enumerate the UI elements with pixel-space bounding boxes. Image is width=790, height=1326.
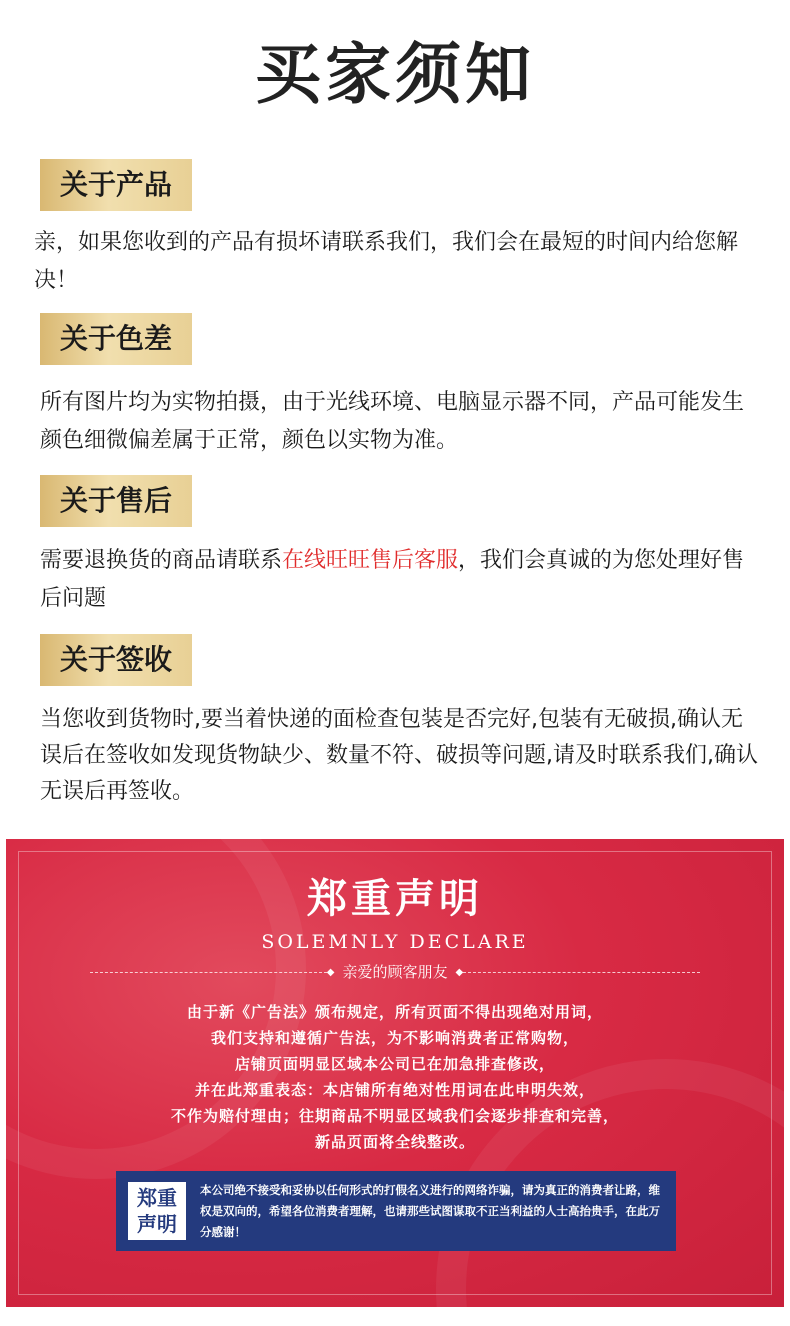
declaration-title: 郑重声明 [307, 876, 483, 922]
page-title: 买家须知 [255, 36, 535, 113]
section-heading-aftersale: 关于售后 [40, 475, 192, 527]
declaration-line: 我们支持和遵循广告法，为不影响消费者正常购物， [210, 1029, 579, 1047]
dashed-line [463, 972, 700, 973]
notice-badge: 郑重声明 [128, 1182, 186, 1240]
declaration-line: 店铺页面明显区域本公司已在加急排查修改， [234, 1055, 555, 1073]
section-heading-product: 关于产品 [40, 159, 192, 211]
aftersale-text-after: ，我们会真诚的为您处理好售后问题 [40, 548, 745, 611]
greeting-label: 亲爱的顾客朋友 [342, 963, 448, 981]
dashed-line [90, 972, 327, 973]
declaration-line: 新品页面将全线整改。 [314, 1133, 475, 1151]
declaration-line: 不作为赔付理由；往期商品不明显区域我们会逐步排查和完善， [170, 1107, 619, 1125]
declaration-line: 并在此郑重表态：本店铺所有绝对性用词在此申明失效， [194, 1081, 595, 1099]
declaration-line: 由于新《广告法》颁布规定，所有页面不得出现绝对用词， [186, 1003, 603, 1021]
section-body-color: 所有图片均为实物拍摄，由于光线环境、电脑显示器不同，产品可能发生颜色细微偏差属于正常，颜色以实物为准。 [40, 390, 745, 453]
greeting-divider [90, 961, 700, 983]
section-heading-color: 关于色差 [40, 313, 192, 365]
aftersale-text-before: 需要退换货的商品请联系 [40, 548, 283, 573]
section-heading-signing: 关于签收 [40, 634, 192, 686]
notice-text: 本公司绝不接受和妥协以任何形式的打假名义进行的网络诈骗，请为真正的消费者让路，维权是双向的，希望各位消费者理解，也请那些试图谋取不正当利益的人士高抬贵手，在此万分感谢！ [200, 1182, 660, 1239]
section-body-signing: 当您收到货物时,要当着快递的面检查包装是否完好,包装有无破损,确认无误后在签收如发现货物缺少、数量不符、破损等问题,请及时联系我们,确认无误后再签收。 [40, 707, 758, 804]
anti-fraud-notice [116, 1171, 676, 1251]
aftersale-service-link: 在线旺旺售后客服 [282, 548, 459, 573]
declaration-subtitle: SOLEMNLY DECLARE [261, 931, 529, 953]
diamond-icon: ◆ [326, 966, 335, 978]
section-body-aftersale [40, 542, 760, 618]
section-body-product: 亲，如果您收到的产品有损坏请联系我们，我们会在最短的时间内给您解决！ [34, 230, 739, 293]
diamond-icon: ◆ [455, 966, 464, 978]
declaration-panel [6, 839, 784, 1307]
declaration-text [6, 999, 784, 1155]
